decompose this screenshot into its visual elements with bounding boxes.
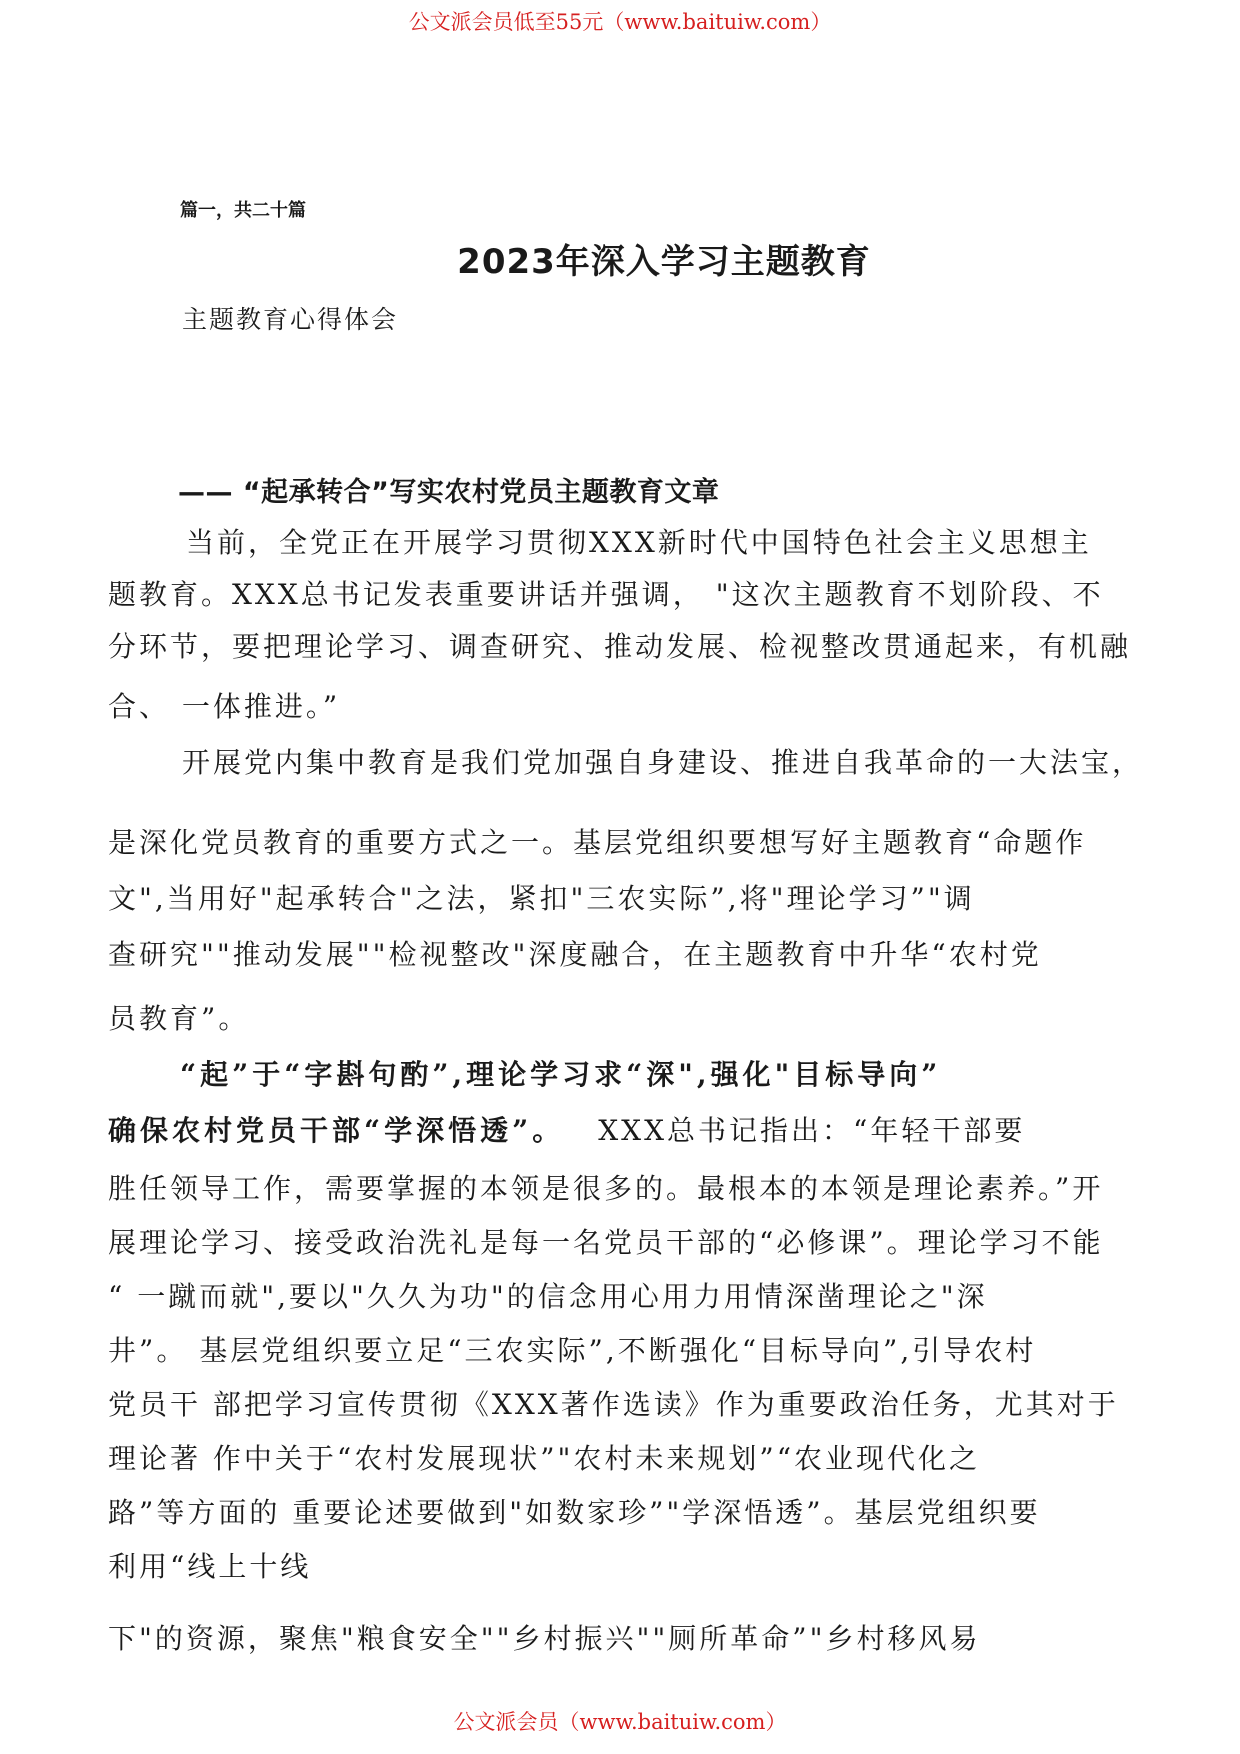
bold-paragraph-lead: 确保农村党员干部“学深悟透”。 [108,1114,565,1147]
body-text-line: 理论著 作中关于“农村发展现状”"农村未来规划”“农业现代化之 [108,1442,981,1475]
body-text-line: 利用“线上十线 [108,1550,312,1583]
series-label: 篇一，共二十篇 [180,200,306,221]
watermark-header: 公文派会员低至55元（www.baituiw.com） [408,10,832,34]
bold-paragraph-line-2 [108,1114,1025,1148]
document-subtitle: 主题教育心得体会 [182,305,399,334]
body-text-line: 合、 一体推进。” [108,690,341,723]
body-text-line: 当前，全党正在开展学习贯彻XXX新时代中国特色社会主义思想主 [186,526,1092,559]
body-text-line: 胜任领导工作，需要掌握的本领是很多的。最根本的本领是理论素养。”开 [108,1172,1104,1205]
body-text-line: 员教育”。 [108,1002,250,1035]
body-text-line: 党员干 部把学习宣传贯彻《XXX著作选读》作为重要政治任务，尤其对于 [108,1388,1119,1421]
watermark-footer: 公文派会员（www.baituiw.com） [453,1710,787,1734]
body-text-line: 下"的资源，聚焦"粮食安全""乡村振兴""厕所革命”"乡村移风易 [108,1622,981,1655]
bold-paragraph-quote: XXX总书记指出：“年轻干部要 [598,1114,1026,1147]
body-text-line: 查研究""推动发展""检视整改"深度融合，在主题教育中升华“农村党 [108,938,1042,971]
body-text-line: 题教育。XXX总书记发表重要讲话并强调， "这次主题教育不划阶段、不 [108,578,1104,611]
body-text-line: “ 一蹴而就",要以"久久为功"的信念用心用力用情深凿理论之"深 [108,1280,988,1313]
body-text-line: 路”等方面的 重要论述要做到"如数家珍”"学深悟透”。基层党组织要 [108,1496,1041,1529]
body-text-line: 文",当用好"起承转合"之法，紧扣"三农实际”,将"理论学习”"调 [108,882,975,915]
body-text-line: 井”。 基层党组织要立足“三农实际”,不断强化“目标导向”,引导农村 [108,1334,1037,1367]
body-text-line: 开展党内集中教育是我们党加强自身建设、推进自我革命的一大法宝， [182,746,1144,779]
body-text-line: 展理论学习、接受政治洗礼是每一名党员干部的“必修课”。理论学习不能 [108,1226,1104,1259]
body-text-line: 是深化党员教育的重要方式之一。基层党组织要想写好主题教育“命题作 [108,826,1087,859]
body-text-line: 分环节，要把理论学习、调查研究、推动发展、检视整改贯通起来，有机融 [108,630,1132,663]
document-title: 2023年深入学习主题教育 [457,242,871,282]
bold-paragraph-line-1: “起”于“字斟句酌”,理论学习求“深",强化"目标导向” [180,1058,942,1091]
article-heading: —— “起承转合”写实农村党员主题教育文章 [178,477,720,508]
